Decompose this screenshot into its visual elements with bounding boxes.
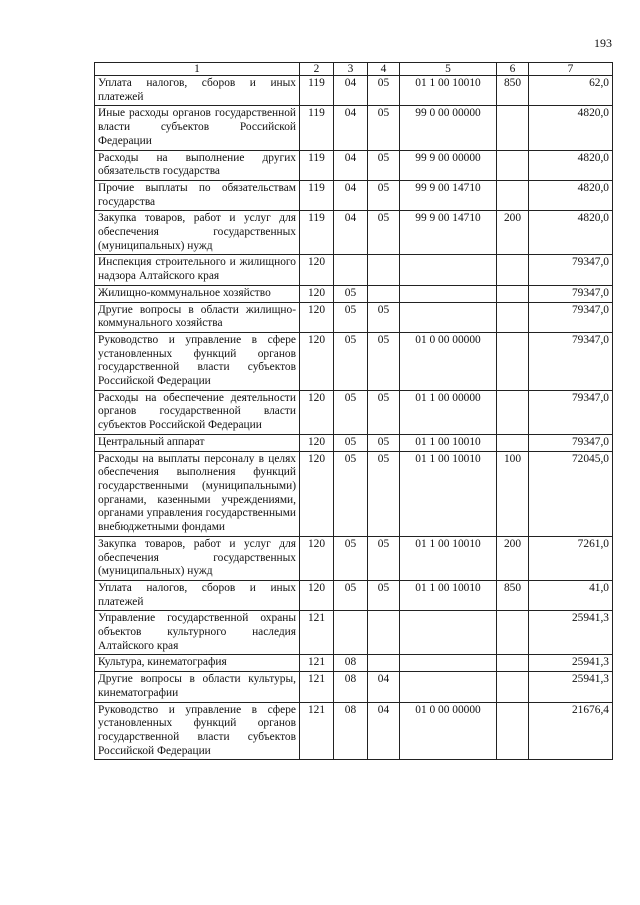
table-row [95, 180, 613, 210]
expense-type-cell [497, 106, 529, 150]
target-article-cell [400, 672, 497, 702]
admin-code-cell: 119 [300, 76, 334, 106]
admin-code-cell: 121 [300, 702, 334, 760]
expense-type-cell [497, 180, 529, 210]
target-article-cell [400, 285, 497, 302]
subsection-cell: 05 [368, 451, 400, 536]
item-name-cell: Расходы на выполнение других обязательств государства [95, 150, 300, 180]
target-article-cell: 01 1 00 10010 [400, 451, 497, 536]
target-article-cell [400, 611, 497, 655]
subsection-cell [368, 285, 400, 302]
section-cell: 05 [334, 285, 368, 302]
table-row [95, 672, 613, 702]
item-name-cell: Закупка товаров, работ и услуг для обеспечения государственных (муниципальных) нужд [95, 211, 300, 255]
admin-code-cell: 119 [300, 211, 334, 255]
target-article-cell: 01 1 00 10010 [400, 434, 497, 451]
subsection-cell: 05 [368, 580, 400, 610]
subsection-cell: 05 [368, 332, 400, 390]
target-article-cell: 01 0 00 00000 [400, 702, 497, 760]
section-cell: 08 [334, 672, 368, 702]
table-row [95, 655, 613, 672]
expense-type-cell [497, 302, 529, 332]
subsection-cell: 05 [368, 76, 400, 106]
item-name-cell: Руководство и управление в сфере установленных функций органов государственной власти субъектов Российской Федерации [95, 702, 300, 760]
amount-cell: 4820,0 [529, 106, 613, 150]
target-article-cell: 01 0 00 00000 [400, 332, 497, 390]
expense-type-cell [497, 150, 529, 180]
expense-type-cell [497, 702, 529, 760]
expense-type-cell [497, 390, 529, 434]
expense-type-cell: 850 [497, 580, 529, 610]
table-row [95, 390, 613, 434]
column-header: 2 [300, 63, 334, 76]
amount-cell: 25941,3 [529, 672, 613, 702]
admin-code-cell: 120 [300, 285, 334, 302]
column-header: 3 [334, 63, 368, 76]
admin-code-cell: 119 [300, 106, 334, 150]
target-article-cell [400, 302, 497, 332]
amount-cell: 79347,0 [529, 390, 613, 434]
table-row [95, 255, 613, 285]
target-article-cell: 99 9 00 14710 [400, 180, 497, 210]
target-article-cell: 01 1 00 10010 [400, 536, 497, 580]
expense-type-cell: 100 [497, 451, 529, 536]
section-cell: 05 [334, 332, 368, 390]
expense-type-cell: 850 [497, 76, 529, 106]
item-name-cell: Расходы на обеспечение деятельности органов государственной власти субъектов Российской Федерации [95, 390, 300, 434]
table-row [95, 702, 613, 760]
section-cell: 04 [334, 211, 368, 255]
page-number: 193 [594, 36, 612, 50]
subsection-cell [368, 255, 400, 285]
table-row [95, 211, 613, 255]
item-name-cell: Управление государственной охраны объектов культурного наследия Алтайского края [95, 611, 300, 655]
section-cell [334, 255, 368, 285]
admin-code-cell: 119 [300, 180, 334, 210]
item-name-cell: Другие вопросы в области жилищно-коммунального хозяйства [95, 302, 300, 332]
section-cell: 05 [334, 580, 368, 610]
subsection-cell [368, 611, 400, 655]
subsection-cell: 04 [368, 702, 400, 760]
section-cell [334, 611, 368, 655]
amount-cell: 79347,0 [529, 302, 613, 332]
admin-code-cell: 120 [300, 302, 334, 332]
column-header: 6 [497, 63, 529, 76]
column-header: 7 [529, 63, 613, 76]
amount-cell: 4820,0 [529, 211, 613, 255]
table-row [95, 580, 613, 610]
section-cell: 05 [334, 451, 368, 536]
item-name-cell: Жилищно-коммунальное хозяйство [95, 285, 300, 302]
amount-cell: 79347,0 [529, 255, 613, 285]
target-article-cell [400, 655, 497, 672]
amount-cell: 4820,0 [529, 180, 613, 210]
section-cell: 04 [334, 106, 368, 150]
table-row [95, 611, 613, 655]
column-header: 1 [95, 63, 300, 76]
subsection-cell: 05 [368, 434, 400, 451]
section-cell: 08 [334, 655, 368, 672]
target-article-cell: 99 9 00 14710 [400, 211, 497, 255]
section-cell: 05 [334, 536, 368, 580]
section-cell: 04 [334, 76, 368, 106]
admin-code-cell: 120 [300, 255, 334, 285]
item-name-cell: Закупка товаров, работ и услуг для обеспечения государственных (муниципальных) нужд [95, 536, 300, 580]
expense-type-cell: 200 [497, 211, 529, 255]
subsection-cell: 05 [368, 211, 400, 255]
admin-code-cell: 121 [300, 672, 334, 702]
item-name-cell: Инспекция строительного и жилищного надзора Алтайского края [95, 255, 300, 285]
amount-cell: 21676,4 [529, 702, 613, 760]
expense-type-cell [497, 255, 529, 285]
table-row [95, 434, 613, 451]
item-name-cell: Культура, кинематография [95, 655, 300, 672]
subsection-cell: 05 [368, 302, 400, 332]
amount-cell: 25941,3 [529, 655, 613, 672]
subsection-cell: 05 [368, 106, 400, 150]
amount-cell: 79347,0 [529, 332, 613, 390]
expense-type-cell [497, 434, 529, 451]
expense-type-cell [497, 332, 529, 390]
admin-code-cell: 120 [300, 332, 334, 390]
item-name-cell: Уплата налогов, сборов и иных платежей [95, 580, 300, 610]
item-name-cell: Расходы на выплаты персоналу в целях обеспечения выполнения функций государственными (муниципальными) органами, казенными учреждениями, органами управления государственными внебюджетными фондами [95, 451, 300, 536]
subsection-cell: 05 [368, 150, 400, 180]
admin-code-cell: 121 [300, 611, 334, 655]
admin-code-cell: 121 [300, 655, 334, 672]
amount-cell: 41,0 [529, 580, 613, 610]
amount-cell: 7261,0 [529, 536, 613, 580]
subsection-cell: 05 [368, 390, 400, 434]
item-name-cell: Центральный аппарат [95, 434, 300, 451]
section-cell: 05 [334, 434, 368, 451]
item-name-cell: Другие вопросы в области культуры, кинематографии [95, 672, 300, 702]
amount-cell: 62,0 [529, 76, 613, 106]
amount-cell: 72045,0 [529, 451, 613, 536]
admin-code-cell: 120 [300, 580, 334, 610]
section-cell: 05 [334, 302, 368, 332]
header-row [95, 63, 613, 76]
target-article-cell: 01 1 00 00000 [400, 390, 497, 434]
table-row [95, 285, 613, 302]
admin-code-cell: 120 [300, 390, 334, 434]
target-article-cell: 99 9 00 00000 [400, 150, 497, 180]
item-name-cell: Руководство и управление в сфере установленных функций органов государственной власти субъектов Российской Федерации [95, 332, 300, 390]
expense-type-cell [497, 655, 529, 672]
table-row [95, 150, 613, 180]
admin-code-cell: 120 [300, 536, 334, 580]
item-name-cell: Иные расходы органов государственной власти субъектов Российской Федерации [95, 106, 300, 150]
column-header: 5 [400, 63, 497, 76]
target-article-cell [400, 255, 497, 285]
column-header: 4 [368, 63, 400, 76]
subsection-cell: 05 [368, 180, 400, 210]
subsection-cell [368, 655, 400, 672]
section-cell: 04 [334, 180, 368, 210]
table-row [95, 106, 613, 150]
table-row [95, 332, 613, 390]
admin-code-cell: 120 [300, 451, 334, 536]
table-row [95, 451, 613, 536]
item-name-cell: Прочие выплаты по обязательствам государства [95, 180, 300, 210]
table-row [95, 76, 613, 106]
target-article-cell: 01 1 00 10010 [400, 76, 497, 106]
table-row [95, 302, 613, 332]
expense-type-cell [497, 285, 529, 302]
item-name-cell: Уплата налогов, сборов и иных платежей [95, 76, 300, 106]
expense-type-cell [497, 611, 529, 655]
target-article-cell: 01 1 00 10010 [400, 580, 497, 610]
amount-cell: 79347,0 [529, 285, 613, 302]
section-cell: 05 [334, 390, 368, 434]
amount-cell: 79347,0 [529, 434, 613, 451]
subsection-cell: 04 [368, 672, 400, 702]
target-article-cell: 99 0 00 00000 [400, 106, 497, 150]
admin-code-cell: 119 [300, 150, 334, 180]
expense-type-cell: 200 [497, 536, 529, 580]
budget-table [94, 62, 613, 760]
table-row [95, 536, 613, 580]
amount-cell: 25941,3 [529, 611, 613, 655]
section-cell: 04 [334, 150, 368, 180]
admin-code-cell: 120 [300, 434, 334, 451]
amount-cell: 4820,0 [529, 150, 613, 180]
subsection-cell: 05 [368, 536, 400, 580]
section-cell: 08 [334, 702, 368, 760]
expense-type-cell [497, 672, 529, 702]
